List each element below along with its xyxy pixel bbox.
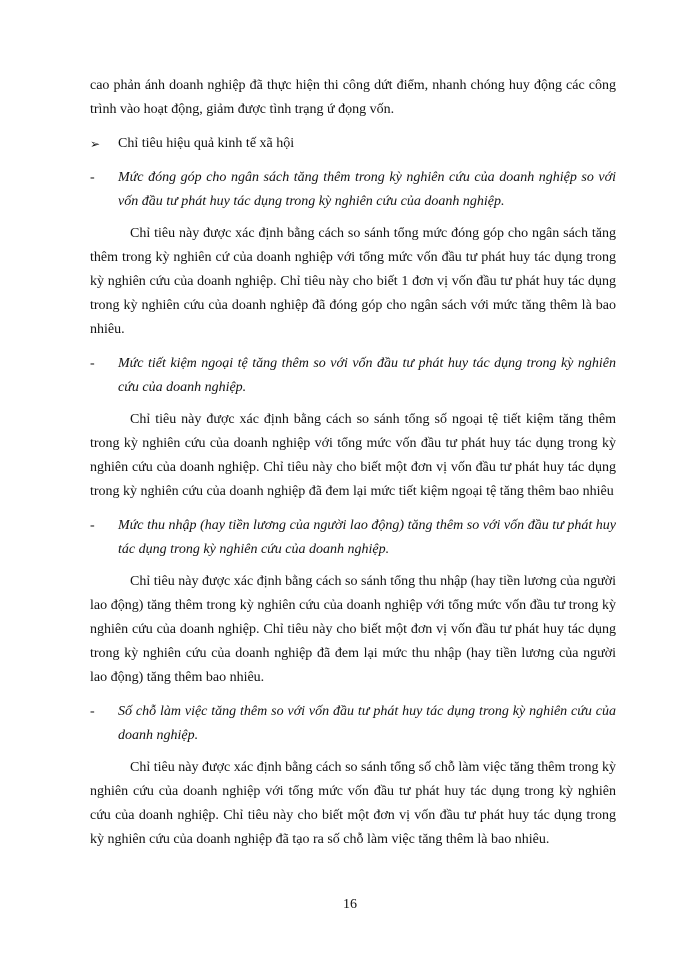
item-title-2 <box>90 352 616 400</box>
item-title-1 <box>90 166 616 214</box>
item-body-1: Chỉ tiêu này được xác định bằng cách so sánh tổng mức đóng góp cho ngân sách tăng thêm trong kỳ nghiên cứ của doanh nghiệp với tổng mức vốn đầu tư phát huy tác dụng trong kỳ nghiên cứu của doanh nghiệp. Chỉ tiêu này cho biết 1 đơn vị vốn đầu tư phát huy tác dụng trong kỳ nghiên cứu của doanh nghiệp đã đóng góp cho ngân sách với mức tăng thêm là bao nhiêu. <box>90 226 616 337</box>
item-body-4: Chỉ tiêu này được xác định bằng cách so sánh tổng số chỗ làm việc tăng thêm trong kỳ nghiên cứu của doanh nghiệp với tổng mức vốn đầu tư phát huy tác dụng trong kỳ nghiên cứu của doanh nghiệp. Chỉ tiêu này cho biết một đơn vị vốn đầu tư phát huy tác dụng trong kỳ nghiên cứu của doanh nghiệp đã tạo ra số chỗ làm việc tăng thêm là bao nhiêu. <box>90 760 616 847</box>
item-title-text: Mức thu nhập (hay tiền lương của người lao động) tăng thêm so với vốn đầu tư phát huy tác dụng trong kỳ nghiên cứu của doanh nghiệp. <box>118 518 616 557</box>
page-number: 16 <box>343 897 357 912</box>
dash-bullet: - <box>90 704 95 719</box>
section-heading: Chỉ tiêu hiệu quả kinh tế xã hội <box>118 136 295 151</box>
dash-bullet: - <box>90 356 95 371</box>
dash-bullet: - <box>90 518 95 533</box>
item-title-text: Mức đóng góp cho ngân sách tăng thêm trong kỳ nghiên cứu của doanh nghiệp so với vốn đầu tư phát huy tác dụng trong kỳ nghiên cứu của doanh nghiệp. <box>118 170 616 209</box>
item-body-3: Chỉ tiêu này được xác định bằng cách so sánh tổng thu nhập (hay tiền lương của người lao động) tăng thêm trong kỳ nghiên cứu của doanh nghiệp với tổng mức vốn đầu tư trong kỳ nghiên cứu của doanh nghiệp. Chỉ tiêu này cho biết một đơn vị vốn đầu tư phát huy tác dụng trong kỳ nghiên cứu của doanh nghiệp đã đem lại mức thu nhập (hay tiền lương của người lao động) tăng thêm bao nhiêu. <box>90 574 616 685</box>
arrow-bullet-icon: ➢ <box>90 137 101 151</box>
section-heading-block <box>90 132 616 156</box>
item-title-text: Số chỗ làm việc tăng thêm so với vốn đầu tư phát huy tác dụng trong kỳ nghiên cứu của doanh nghiệp. <box>118 704 616 743</box>
item-body-2: Chỉ tiêu này được xác định bằng cách so sánh tổng số ngoại tệ tiết kiệm tăng thêm trong kỳ nghiên cứu của doanh nghiệp với tổng mức vốn đầu tư phát huy tác dụng trong kỳ nghiên cứu của doanh nghiệp. Chỉ tiêu này cho biết một đơn vị vốn đầu tư phát huy tác dụng trong kỳ nghiên cứu của doanh nghiệp đã đem lại mức tiết kiệm ngoại tệ tăng thêm bao nhiêu <box>90 412 616 499</box>
item-title-text: Mức tiết kiệm ngoại tệ tăng thêm so với vốn đầu tư phát huy tác dụng trong kỳ nghiên cứu của doanh nghiệp. <box>118 356 616 395</box>
intro-paragraph: cao phản ánh doanh nghiệp đã thực hiện thi công dứt điểm, nhanh chóng huy động các công trình vào hoạt động, giảm được tình trạng ứ đọng vốn. <box>90 78 616 117</box>
item-title-4 <box>90 700 616 748</box>
item-title-3 <box>90 514 616 562</box>
dash-bullet: - <box>90 170 95 185</box>
